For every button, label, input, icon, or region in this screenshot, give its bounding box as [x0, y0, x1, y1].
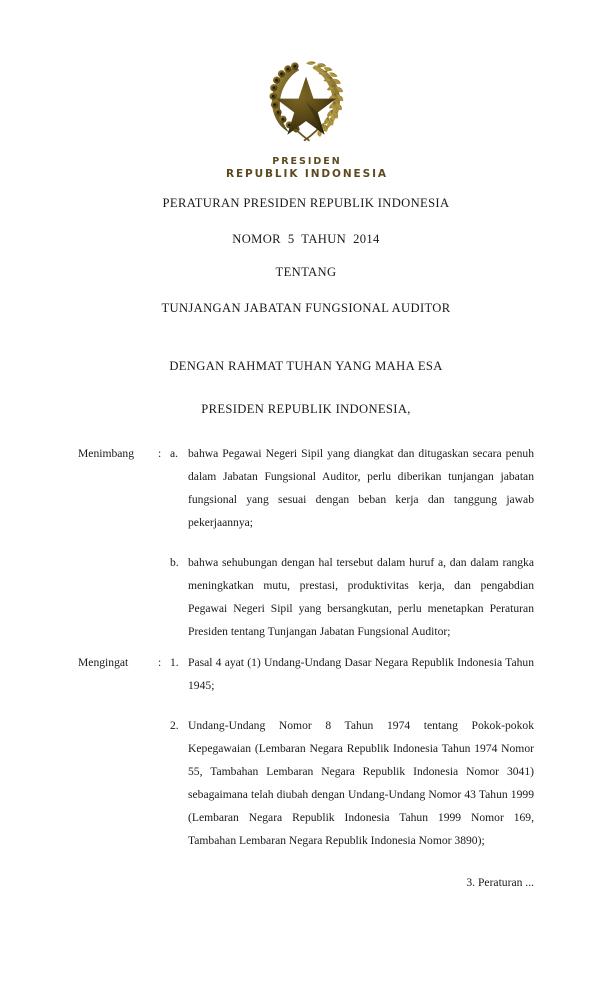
legal-basis-items [170, 651, 534, 852]
presidential-emblem-block [0, 58, 612, 182]
emblem-caption [0, 156, 612, 182]
considerations-section [78, 442, 534, 643]
legal-basis-label: Mengingat [78, 656, 129, 669]
divine-motto-row [0, 357, 612, 375]
issuer-name: PRESIDEN REPUBLIK INDONESIA, [201, 402, 411, 416]
legal-basis-item [170, 714, 534, 852]
about-label-row [0, 263, 612, 281]
divine-motto: DENGAN RAHMAT TUHAN YANG MAHA ESA [169, 359, 443, 373]
legal-basis-item [170, 651, 534, 697]
issuer-row [0, 400, 612, 418]
emblem-caption-line1: PRESIDEN [272, 156, 342, 167]
emblem-caption-line2: REPUBLIK INDONESIA [225, 168, 388, 181]
legal-basis-text: Pasal 4 ayat (1) Undang-Undang Dasar Negara Republik Indonesia Tahun 1945; [188, 656, 534, 692]
considerations-colon: : [158, 447, 162, 460]
legal-basis-section [78, 651, 534, 852]
consideration-text: bahwa sehubungan dengan hal tersebut dalam huruf a, dan dalam rangka meningkatkan mutu, prestasi, produktivitas kerja, dan pengabdian Pegawai Negeri Sipil yang bersangkutan, perlu menetapkan Peraturan Presiden tentang Tunjangan Jabatan Fungsional Auditor; [188, 556, 534, 638]
consideration-item [170, 442, 534, 534]
page-continuation-marker: 3. Peraturan ... [466, 876, 534, 889]
regulation-heading: PERATURAN PRESIDEN REPUBLIK INDONESIA [162, 196, 450, 210]
consideration-item [170, 551, 534, 643]
consideration-marker: a. [170, 447, 179, 460]
about-label: TENTANG [275, 265, 337, 279]
considerations-label: Menimbang [78, 447, 135, 460]
legal-basis-colon: : [158, 656, 162, 669]
regulation-number: NOMOR 5 TAHUN 2014 [232, 232, 380, 246]
legal-basis-text: Undang-Undang Nomor 8 Tahun 1974 tentang Pokok-pokok Kepegawaian (Lembaran Negara Republik Indonesia Tahun 1974 Nomor 55, Tambahan Lembaran Negara Republik Indonesia Nomor 3041) sebagaimana telah diubah dengan Undang-Undang Nomor 43 Tahun 1999 (Lembaran Negara Republik Indonesia Tahun 1999 Nomor 169, Tambahan Lembaran Negara Republik Indonesia Nomor 3890); [188, 719, 534, 847]
indonesian-presidential-seal-icon [264, 58, 348, 154]
considerations-items [170, 442, 534, 643]
consideration-text: bahwa Pegawai Negeri Sipil yang diangkat dan ditugaskan secara penuh dalam Jabatan Fungsional Auditor, perlu diberikan tunjangan jabatan fungsional yang sesuai dengan beban kerja dan tanggung jawab pekerjaannya; [188, 447, 534, 529]
page-title [0, 194, 612, 212]
regulation-number-row [0, 230, 612, 248]
regulation-subject: TUNJANGAN JABATAN FUNGSIONAL AUDITOR [161, 301, 451, 315]
consideration-marker: b. [170, 556, 179, 569]
regulation-subject-row [0, 299, 612, 317]
legal-basis-marker: 2. [170, 719, 179, 732]
legal-basis-marker: 1. [170, 656, 179, 669]
